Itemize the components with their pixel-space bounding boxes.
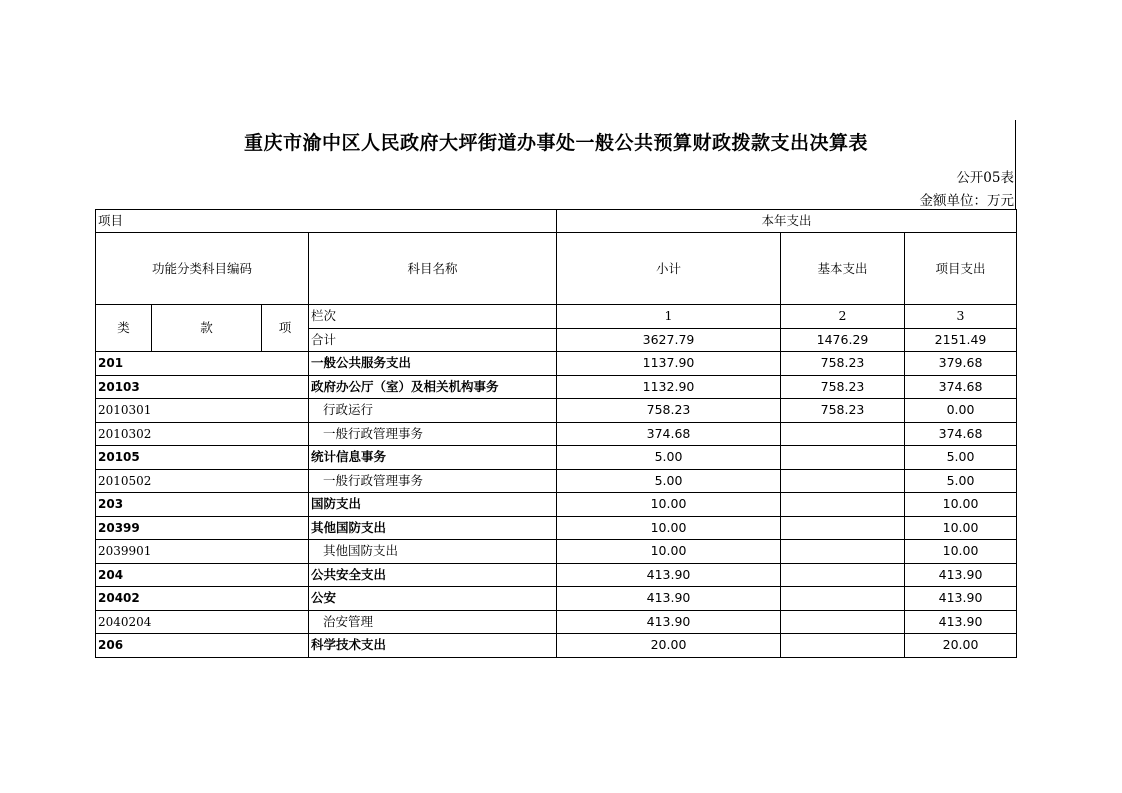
header-project: 项目 — [96, 210, 557, 233]
header-col3: 3 — [905, 305, 1017, 329]
total-basic: 1476.29 — [781, 328, 905, 352]
row-project: 10.00 — [905, 493, 1017, 517]
row-subtotal: 10.00 — [557, 540, 781, 564]
row-code: 206 — [96, 634, 309, 658]
header-xiang: 项 — [262, 305, 309, 352]
expenditure-table — [95, 209, 1017, 658]
table-row — [96, 587, 1017, 611]
total-project: 2151.49 — [905, 328, 1017, 352]
row-subtotal: 10.00 — [557, 493, 781, 517]
row-project: 5.00 — [905, 446, 1017, 470]
table-row — [96, 446, 1017, 470]
row-project: 413.90 — [905, 610, 1017, 634]
amount-unit: 金额单位：万元 — [919, 193, 1014, 209]
row-subject-name: 其他国防支出 — [309, 540, 557, 564]
row-basic: 758.23 — [781, 399, 905, 423]
row-basic — [781, 563, 905, 587]
header-basic: 基本支出 — [781, 233, 905, 305]
row-basic — [781, 634, 905, 658]
row-project: 413.90 — [905, 563, 1017, 587]
total-subtotal: 3627.79 — [557, 328, 781, 352]
row-subtotal: 758.23 — [557, 399, 781, 423]
header-row-3 — [96, 305, 1017, 329]
table-row — [96, 493, 1017, 517]
form-code: 公开05表 — [956, 170, 1014, 186]
row-code: 20402 — [96, 587, 309, 611]
row-subtotal: 20.00 — [557, 634, 781, 658]
row-code: 2010301 — [96, 399, 309, 423]
row-project: 5.00 — [905, 469, 1017, 493]
row-subtotal: 5.00 — [557, 446, 781, 470]
header-lanci: 栏次 — [309, 305, 557, 329]
row-project: 413.90 — [905, 587, 1017, 611]
row-basic — [781, 493, 905, 517]
row-project: 379.68 — [905, 352, 1017, 376]
header-col1: 1 — [557, 305, 781, 329]
row-subtotal: 1132.90 — [557, 375, 781, 399]
row-subject-name: 统计信息事务 — [309, 446, 557, 470]
table-row — [96, 399, 1017, 423]
row-code: 2010302 — [96, 422, 309, 446]
row-code: 20105 — [96, 446, 309, 470]
row-subject-name: 其他国防支出 — [309, 516, 557, 540]
header-col2: 2 — [781, 305, 905, 329]
header-current-year: 本年支出 — [557, 210, 1017, 233]
row-subtotal: 1137.90 — [557, 352, 781, 376]
page-title: 重庆市渝中区人民政府大坪街道办事处一般公共预算财政拨款支出决算表 — [243, 132, 868, 154]
total-label: 合计 — [309, 328, 557, 352]
row-code: 204 — [96, 563, 309, 587]
header-subject-name: 科目名称 — [309, 233, 557, 305]
row-subtotal: 5.00 — [557, 469, 781, 493]
row-subject-name: 一般行政管理事务 — [309, 469, 557, 493]
table-row — [96, 540, 1017, 564]
row-subject-name: 政府办公厅（室）及相关机构事务 — [309, 375, 557, 399]
row-subject-name: 国防支出 — [309, 493, 557, 517]
header-row-2 — [96, 233, 1017, 305]
row-code: 2010502 — [96, 469, 309, 493]
row-basic — [781, 610, 905, 634]
row-subject-name: 公安 — [309, 587, 557, 611]
table-row — [96, 352, 1017, 376]
row-subject-name: 一般公共服务支出 — [309, 352, 557, 376]
row-basic — [781, 516, 905, 540]
row-subject-name: 治安管理 — [309, 610, 557, 634]
header-kuan: 款 — [152, 305, 262, 352]
row-subtotal: 413.90 — [557, 563, 781, 587]
row-project: 10.00 — [905, 540, 1017, 564]
row-basic: 758.23 — [781, 352, 905, 376]
row-code: 201 — [96, 352, 309, 376]
header-project-exp: 项目支出 — [905, 233, 1017, 305]
table-row — [96, 375, 1017, 399]
table-row — [96, 422, 1017, 446]
row-subject-name: 公共安全支出 — [309, 563, 557, 587]
row-basic — [781, 469, 905, 493]
row-basic: 758.23 — [781, 375, 905, 399]
row-subject-name: 一般行政管理事务 — [309, 422, 557, 446]
row-code: 20399 — [96, 516, 309, 540]
row-subtotal: 374.68 — [557, 422, 781, 446]
header-func-code: 功能分类科目编码 — [96, 233, 309, 305]
header-lei: 类 — [96, 305, 152, 352]
row-code: 20103 — [96, 375, 309, 399]
row-project: 20.00 — [905, 634, 1017, 658]
row-project: 0.00 — [905, 399, 1017, 423]
row-subtotal: 413.90 — [557, 587, 781, 611]
header-row-1 — [96, 210, 1017, 233]
row-subject-name: 科学技术支出 — [309, 634, 557, 658]
row-code: 2039901 — [96, 540, 309, 564]
row-basic — [781, 540, 905, 564]
row-code: 203 — [96, 493, 309, 517]
row-basic — [781, 422, 905, 446]
row-subject-name: 行政运行 — [309, 399, 557, 423]
table-row — [96, 634, 1017, 658]
row-subtotal: 413.90 — [557, 610, 781, 634]
row-project: 374.68 — [905, 422, 1017, 446]
table-row — [96, 610, 1017, 634]
header-subtotal: 小计 — [557, 233, 781, 305]
row-code: 2040204 — [96, 610, 309, 634]
row-project: 10.00 — [905, 516, 1017, 540]
row-project: 374.68 — [905, 375, 1017, 399]
table-row — [96, 469, 1017, 493]
row-subtotal: 10.00 — [557, 516, 781, 540]
table-row — [96, 563, 1017, 587]
row-basic — [781, 446, 905, 470]
table-row — [96, 516, 1017, 540]
row-basic — [781, 587, 905, 611]
